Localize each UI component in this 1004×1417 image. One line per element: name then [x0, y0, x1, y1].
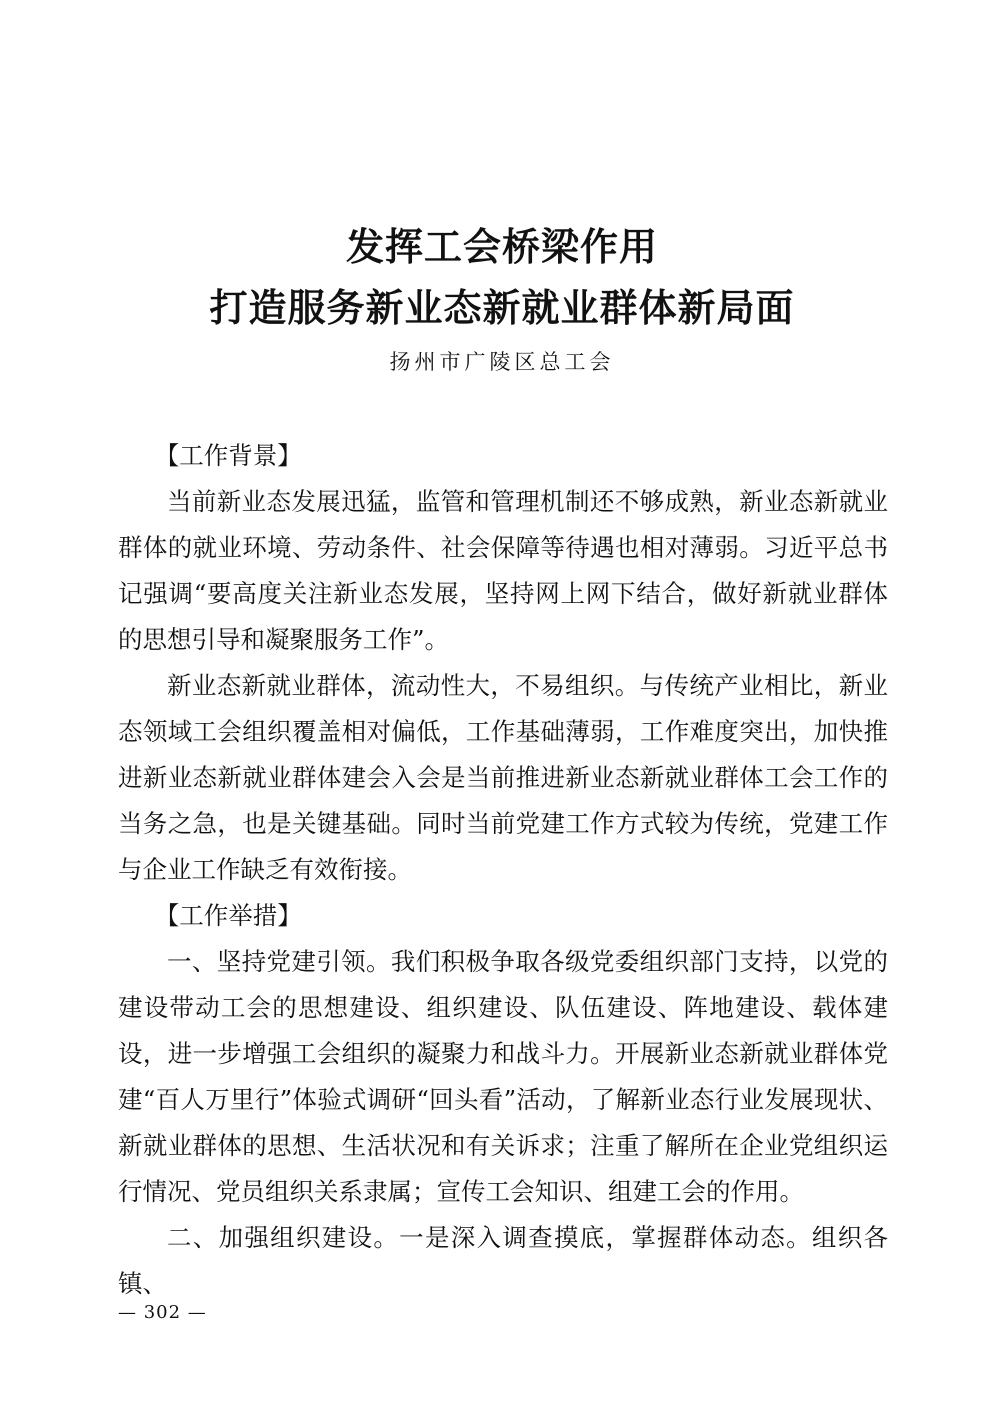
- background-paragraph-2: 新业态新就业群体，流动性大，不易组织。与传统产业相比，新业态领域工会组织覆盖相对偏低，工作基础薄弱，工作难度突出，加快推进新业态新就业群体建会入会是当前推进新业态新就业群体工会工作的当务之急，也是关键基础。同时当前党建工作方式较为传统，党建工作与企业工作缺乏有效衔接。: [118, 671, 888, 884]
- title-line-2: 打造服务新业态新就业群体新局面: [209, 285, 795, 330]
- measure-paragraph-1: [118, 939, 888, 1215]
- author-organization: 扬州市广陵区总工会: [389, 350, 615, 374]
- page-number: — 302 —: [118, 1302, 207, 1323]
- measure-2-lead: 二、加强组织建设。: [167, 1223, 400, 1252]
- background-paragraph-1: 当前新业态发展迅猛，监管和管理机制还不够成熟，新业态新就业群体的就业环境、劳动条件、社会保障等待遇也相对薄弱。习近平总书记强调“要高度关注新业态发展，坚持网上网下结合，做好新就业群体的思想引导和凝聚服务工作”。: [118, 487, 888, 654]
- measure-1-text: 我们积极争取各级党委组织部门支持，以党的建设带动工会的思想建设、组织建设、队伍建设、阵地建设、载体建设，进一步增强工会组织的凝聚力和战斗力。开展新业态新就业群体党建“百人万里行”体验式调研“回头看”活动，了解新业态行业发展现状、新就业群体的思想、生活状况和有关诉求；注重了解所在企业党组织运行情况、党员组织关系隶属；宣传工会知识、组建工会的作用。: [118, 947, 888, 1206]
- article-body: [118, 433, 888, 1307]
- section-heading-background: 【工作背景】: [154, 441, 302, 470]
- measure-paragraph-2: [118, 1215, 888, 1307]
- measure-2-text: 一是深入调查摸底，掌握群体动态。组织各镇、: [118, 1223, 889, 1298]
- title-line-1: 发挥工会桥梁作用: [345, 224, 658, 269]
- section-heading-measures: 【工作举措】: [154, 901, 302, 930]
- measure-1-lead: 一、坚持党建引领。: [167, 947, 391, 976]
